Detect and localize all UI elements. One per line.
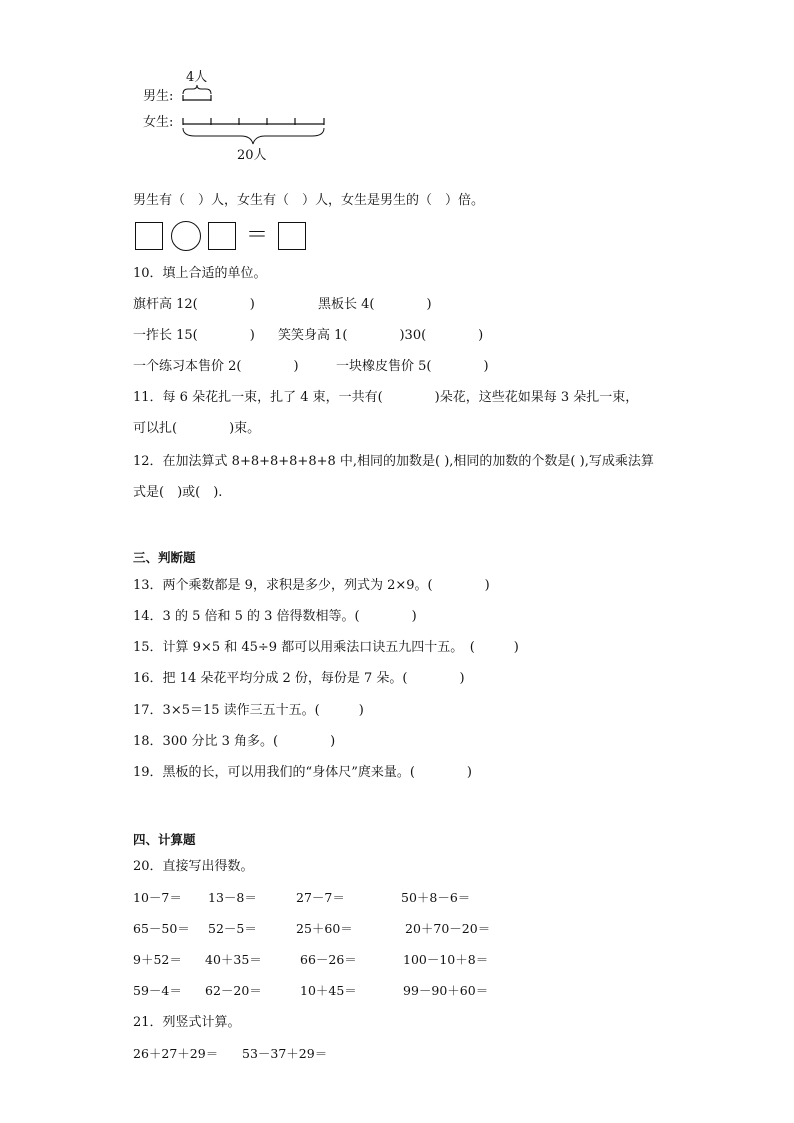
q10-title: 10．填上合适的单位。 [133, 266, 267, 281]
girls-count-label: 20人 [237, 148, 267, 163]
q10-eraser: 一块橡皮售价 5( ) [336, 359, 489, 374]
calc-r1-c4: 50＋8－6＝ [401, 890, 471, 905]
q21-title: 21．列竖式计算。 [133, 1015, 241, 1030]
q15: 15．计算 9×5 和 45÷9 都可以用乘法口诀五九四十五。 ( ) [133, 640, 519, 655]
answer-box-2[interactable] [208, 222, 236, 250]
boys-label: 男生: [143, 89, 174, 104]
calc-r4-c2: 62－20＝ [205, 983, 262, 998]
q18: 18．300 分比 3 角多。( ) [133, 734, 336, 749]
calc-r3-c2: 40＋35＝ [205, 952, 262, 967]
calc-r1-c1: 10－7＝ [133, 890, 182, 905]
calc-r4-c1: 59－4＝ [133, 983, 182, 998]
q19: 19．黑板的长，可以用我们的“身体尺”庹来量。( ) [133, 765, 472, 780]
q17: 17．3×5＝15 读作三五十五。( ) [133, 703, 364, 718]
calc-r2-c1: 65－50＝ [133, 921, 190, 936]
q10-height: 笑笑身高 1( )30( ) [278, 328, 484, 343]
operator-circle[interactable] [171, 221, 201, 251]
calc-r3-c4: 100－10＋8＝ [403, 952, 489, 967]
equals-sign: ＝ [246, 223, 269, 248]
q10-blackboard: 黑板长 4( ) [318, 297, 432, 312]
answer-box-1[interactable] [135, 222, 163, 250]
q12-line1: 12．在加法算式 8+8+8+8+8+8 中,相同的加数是( ),相同的加数的个数是( ),写成乘法算 [133, 454, 654, 469]
q20-title: 20．直接写出得数。 [133, 859, 254, 874]
q10-span: 一拃长 15( ) [133, 328, 255, 343]
calc-r2-c3: 25＋60＝ [296, 921, 353, 936]
q10-notebook: 一个练习本售价 2( ) [133, 359, 299, 374]
section3-title: 三、判断题 [133, 550, 196, 565]
q11-line1: 11．每 6 朵花扎一束，扎了 4 束，一共有( )朵花，这些花如果每 3 朵扎一束， [133, 390, 639, 405]
q13: 13．两个乘数都是 9，求积是多少，列式为 2×9。( ) [133, 578, 490, 593]
q14: 14．3 的 5 倍和 5 的 3 倍得数相等。( ) [133, 609, 417, 624]
question-boys-girls: 男生有（ ）人，女生有（ ）人，女生是男生的（ ）倍。 [133, 193, 485, 208]
vertical-calc-2: 53－37＋29＝ [242, 1046, 328, 1061]
calc-r3-c1: 9＋52＝ [133, 952, 182, 967]
bottom-brace [183, 128, 324, 144]
q11-line2: 可以扎( )束。 [133, 421, 261, 436]
vertical-calc-1: 26＋27＋29＝ [133, 1046, 219, 1061]
answer-box-3[interactable] [278, 222, 306, 250]
q16: 16．把 14 朵花平均分成 2 份，每份是 7 朵。( ) [133, 671, 465, 686]
calc-r4-c3: 10＋45＝ [300, 983, 357, 998]
calc-r2-c4: 20＋70－20＝ [405, 921, 491, 936]
q10-flagpole: 旗杆高 12( ) [133, 297, 255, 312]
calc-r4-c4: 99－90＋60＝ [403, 983, 489, 998]
bar-diagram-drawing [175, 84, 335, 152]
calc-r3-c3: 66－26＝ [300, 952, 357, 967]
calc-r2-c2: 52－5＝ [208, 921, 257, 936]
boys-count-label: 4人 [186, 70, 208, 85]
top-brace [183, 85, 211, 94]
section4-title: 四、计算题 [133, 832, 196, 847]
calc-r1-c3: 27－7＝ [296, 890, 345, 905]
q12-line2: 式是( )或( ). [133, 485, 223, 500]
calc-r1-c2: 13－8＝ [208, 890, 257, 905]
girls-label: 女生: [143, 115, 174, 130]
